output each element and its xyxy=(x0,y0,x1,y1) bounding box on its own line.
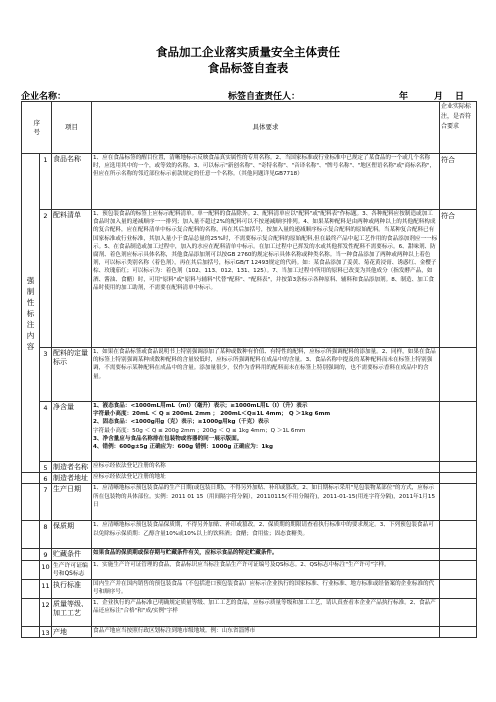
row-number: 9 xyxy=(40,549,52,560)
day-label: 日 xyxy=(455,92,465,102)
row-item: 保质期 xyxy=(52,521,92,549)
category-mandatory: 强制性标注内容 xyxy=(22,154,40,473)
row-requirement: 应标示经依法登记注册的名称 xyxy=(92,462,440,473)
column-header-note: 企业实际标注，是否符合要求 xyxy=(440,102,477,154)
row-item: 制造者地址 xyxy=(52,473,92,484)
net-content-line: 字符最小高度：50g ＜ Q ≤ 200g 2mm ；200g ＜ Q ≤ 1kg 4mm；Q ＞1L 6mm xyxy=(93,427,306,434)
row-number: 7 xyxy=(40,484,52,521)
row-requirement: 1、预包装食品的标签上应标示配料清单。单一配料的食品除外。2、配料清单应以"配料"或"配料表"作标题。3、各种配料应按制造或加工食品时加入量的递减顺序一一排列；加入量不超过2%的配料可以不按递减顺序排列。4、如果某种配料是由两种或两种以上的其他配料构成的复合配料，应在配料清单中标示复合配料的名称，再在其后加括号，按加入量的递减顺序标示复合配料的原始配料。当某种复合配料已有国家标准或行业标准，其加入量小于食品总量的25%时，不需要标示复合配料的原始配料,但在最终产品中起工艺作用的食品添加剂应一一标示。5、在食品制造或加工过程中，加入的水应在配料清单中标示。在加工过程中已挥发的水或其他挥发性配料不需要标示。6、甜味剂、防腐剂、着色剂应标示具体名称，其他食品添加剂可以按GB 2760的规定标示具体名称或种类名称。当一种食品添加了两种或两种以上着色剂，可以标示类别名称（着色剂），再在其后加括号，标示GB/T 12493规定的代码。如：某食品添加了姜黄、菊花黄浸膏、诱惑红、金樱子棕、玫瑰茄红；可以标示为：着色剂（102、113、012、131、125）。7、当加工过程中所用的原料已改变为其他成分（指发酵产品，如酒、酱油、食醋）时，可用"原料"或"原料与辅料"代替"配料"、"配料表"，并按第3条标示各种原料、辅料和食品添加剂。8、制造、加工食品时使用的加工助剂，不需要在配料清单中标示。 xyxy=(92,210,440,348)
row-requirement: 应标示经依法登记注册的地址 xyxy=(92,473,440,484)
net-content-line: 字符最小高度：20mL ＜ Q ≤ 200mL 2mm ； 200mL＜Q≤1L 4mm； Q ＞1kg 6mm xyxy=(93,411,331,418)
row-requirement: 1、如果在食品标签或食品说明书上特别强调添加了某种或数种有价值、有特性的配料，应标示所强调配料的添加量。2、同样，如果在食品的标签上特别强调某种成数种配料的含量较低时，应标示所强调配料在成品中的含量。3、食品名称中提及的某种配料而未在标签上特别强调，不需要标示某种配料在成品中的含量。添加量很少，仅作为香料用的配料而未在标签上特别强调的，也不需要标示香料在成品中的含量。 xyxy=(92,348,440,402)
page-title: 食品加工企业落实质量安全主体责任 xyxy=(156,45,340,59)
net-content-line: 1、液态食品：<1000mL用mL（ml）（毫升）表示；≥1000mL用L（l）（升）表示 xyxy=(93,403,308,409)
page-subtitle: 食品标签自查表 xyxy=(207,61,289,75)
row-requirement: 1、实施生产许可证管理的食品，食品标识应当标注食品生产许可证编号及QS标志。2、QS标志中标注"生产许可"字样。 xyxy=(92,560,440,579)
row-number: 12 xyxy=(40,598,52,626)
row-item: 产地 xyxy=(52,626,92,637)
row-requirement: 如果食品的保质期或保存期与贮藏条件有关，应标示食品的特定贮藏条件。 xyxy=(92,549,440,560)
row-number: 2 xyxy=(40,210,52,348)
row-item: 配料的定量标示 xyxy=(52,348,92,402)
row-number: 11 xyxy=(40,579,52,598)
row-requirement: 1、应在食品标签的醒目位置，清晰地标示反映食品真实属性的专用名称。2、当国家标准或行业标准中已规定了某食品的一个或几个名称时，应选用其中的一个，或等效的名称。3、可以标示"新创名称"、"奇特名称"、"音译名称"、"牌号名称"、"地区俚语名称"或"商标名称"，但应在所示名称的邻近部位标示前款规定的任意一个名称。（其他问题详见GB7718） xyxy=(92,154,440,210)
row-number: 6 xyxy=(40,473,52,484)
row-number: 13 xyxy=(40,626,52,637)
row-number: 1 xyxy=(40,154,52,210)
row-requirement: 1、企业执行的产品标准已明确规定质量等级、加工工艺的食品，应标示质量等级和加工工艺，请认真查看本企业产品执行标准。2、食品产品还应标注"合格"和"成/实例"字样 xyxy=(92,598,440,626)
row-requirement: 1、应清晰地标示预包装食品的生产日期(或包装日期)，不得另外加贴、补印或篡改。2、如日期标示采用"见包装物某部位"的方式，应标示所在包装物的具体部位。实例：2011 01 15（用间隔字符分隔），20110115(不用分隔符)，2011-01-15(用连字符分隔)，2011年1月15日 xyxy=(92,484,440,521)
row-number: 5 xyxy=(40,462,52,473)
row-item: 生产日期 xyxy=(52,484,92,521)
row-requirement: 1、应清晰地标示预包装食品保质期，不得另外加贴、补印或篡改。2、保质期的期限请查看执行标准中的要求规定。3、下列预包装食品可以免除标示保质期：乙醇含量10%或10%以上的饮料酒；食醋；食用盐；固态食糖类。 xyxy=(92,521,440,549)
row-status: 符合 xyxy=(440,154,477,210)
row-item: 食品名称 xyxy=(52,154,92,210)
row-status: 符合 xyxy=(440,210,477,348)
row-number: 8 xyxy=(40,521,52,549)
row-item: 净含量 xyxy=(52,402,92,462)
row-requirement xyxy=(92,402,440,462)
label-checklist-table xyxy=(21,101,477,638)
column-header-requirement: 具体要求 xyxy=(92,102,440,154)
column-header-item: 项目 xyxy=(52,102,92,154)
row-item: 执行标准 xyxy=(52,579,92,598)
row-number: 10 xyxy=(40,560,52,579)
column-header-seq: 序号 xyxy=(22,102,52,154)
row-requirement: 食品产地应当按照行政区划标注到地市级地域。例：山东省淄博市 xyxy=(92,626,440,637)
net-content-line: 4、错例：600g±5g 正确应为：600g 错例：1000g 正确应为：1kg xyxy=(93,444,273,451)
row-item: 质量等级、加工工艺 xyxy=(52,598,92,626)
net-content-line: 2、固态食品：<1000g用g（克）表示；≥1000g用kg（千克）表示 xyxy=(93,419,270,426)
row-item: 贮藏条件 xyxy=(52,549,92,560)
row-item: 制造者名称 xyxy=(52,462,92,473)
company-label: 企业名称： xyxy=(21,92,67,102)
row-requirement: 国内生产并在国内销售的预包装食品（不包括进口预包装食品）应标示企业执行的国家标准、行业标准、地方标准或经备案的企业标准的代号和顺序号。 xyxy=(92,579,440,598)
year-label: 年 xyxy=(399,92,409,102)
month-label: 月 xyxy=(434,92,444,102)
inspector-label: 标签自查责任人： xyxy=(228,92,301,102)
row-item: 生产许可证编号和QS标志 xyxy=(52,560,92,579)
row-item: 配料清单 xyxy=(52,210,92,348)
net-content-line: 3、净含量应与食品名称排在包装物或容器的同一展示版面。 xyxy=(93,435,243,442)
row-number: 3 xyxy=(40,348,52,402)
row-number: 4 xyxy=(40,402,52,462)
